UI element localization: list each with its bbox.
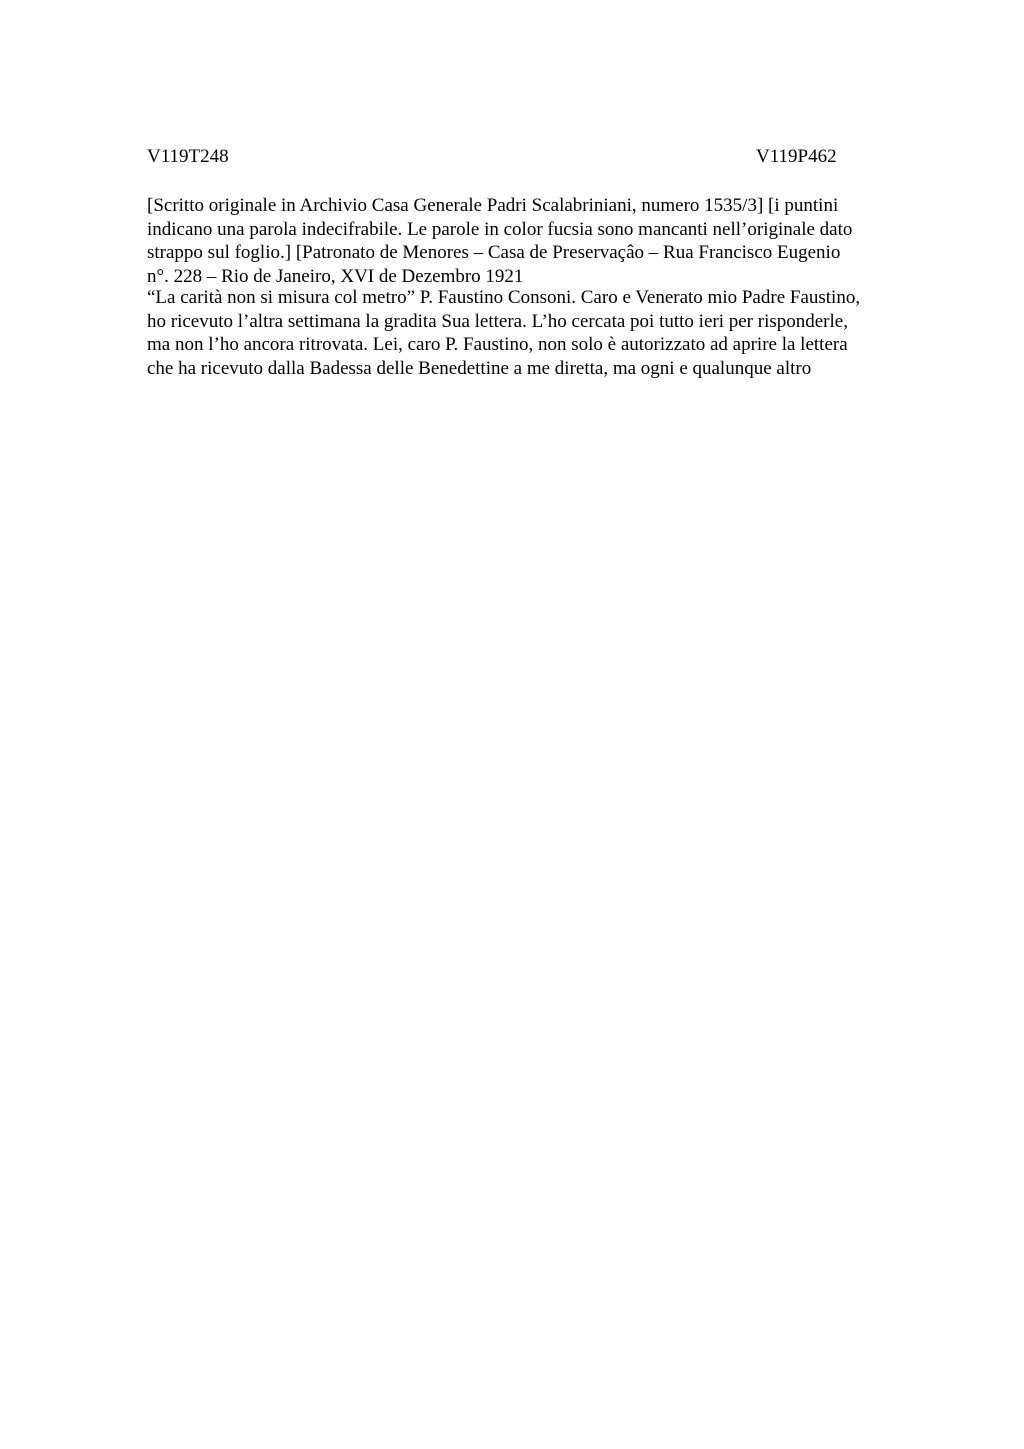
archival-note-line: n°. 228 – Rio de Janeiro, XVI de Dezembro 1921 (147, 265, 524, 287)
letter-body-line: ho ricevuto l’altra settimana la gradita Sua lettera. L’ho cercata poi tutto ieri per risponderle, (147, 310, 848, 332)
document-code-left: V119T248 (147, 146, 229, 167)
archival-note-line: indicano una parola indecifrabile. Le parole in color fucsia sono mancanti nell’originale dato (147, 218, 853, 240)
letter-body-paragraph (147, 286, 947, 380)
document-code-right: V119P462 (756, 146, 837, 167)
letter-body-line: ma non l’ho ancora ritrovata. Lei, caro P. Faustino, non solo è autorizzato ad aprire la lettera (147, 334, 848, 355)
letter-body-line: che ha ricevuto dalla Badessa delle Benedettine a me diretta, ma ogni e qualunque altro (147, 357, 812, 379)
archival-note-line: [Scritto originale in Archivio Casa Generale Padri Scalabriniani, numero 1535/3] [i puntini (147, 195, 839, 216)
archival-note-paragraph (147, 194, 947, 288)
document-header (147, 145, 847, 169)
letter-body-line: “La carità non si misura col metro” P. Faustino Consoni. Caro e Venerato mio Padre Faustino, (147, 287, 861, 308)
archival-note-line: strappo sul foglio.] [Patronato de Menores – Casa de Preservaçâo – Rua Francisco Eugenio (147, 242, 841, 263)
